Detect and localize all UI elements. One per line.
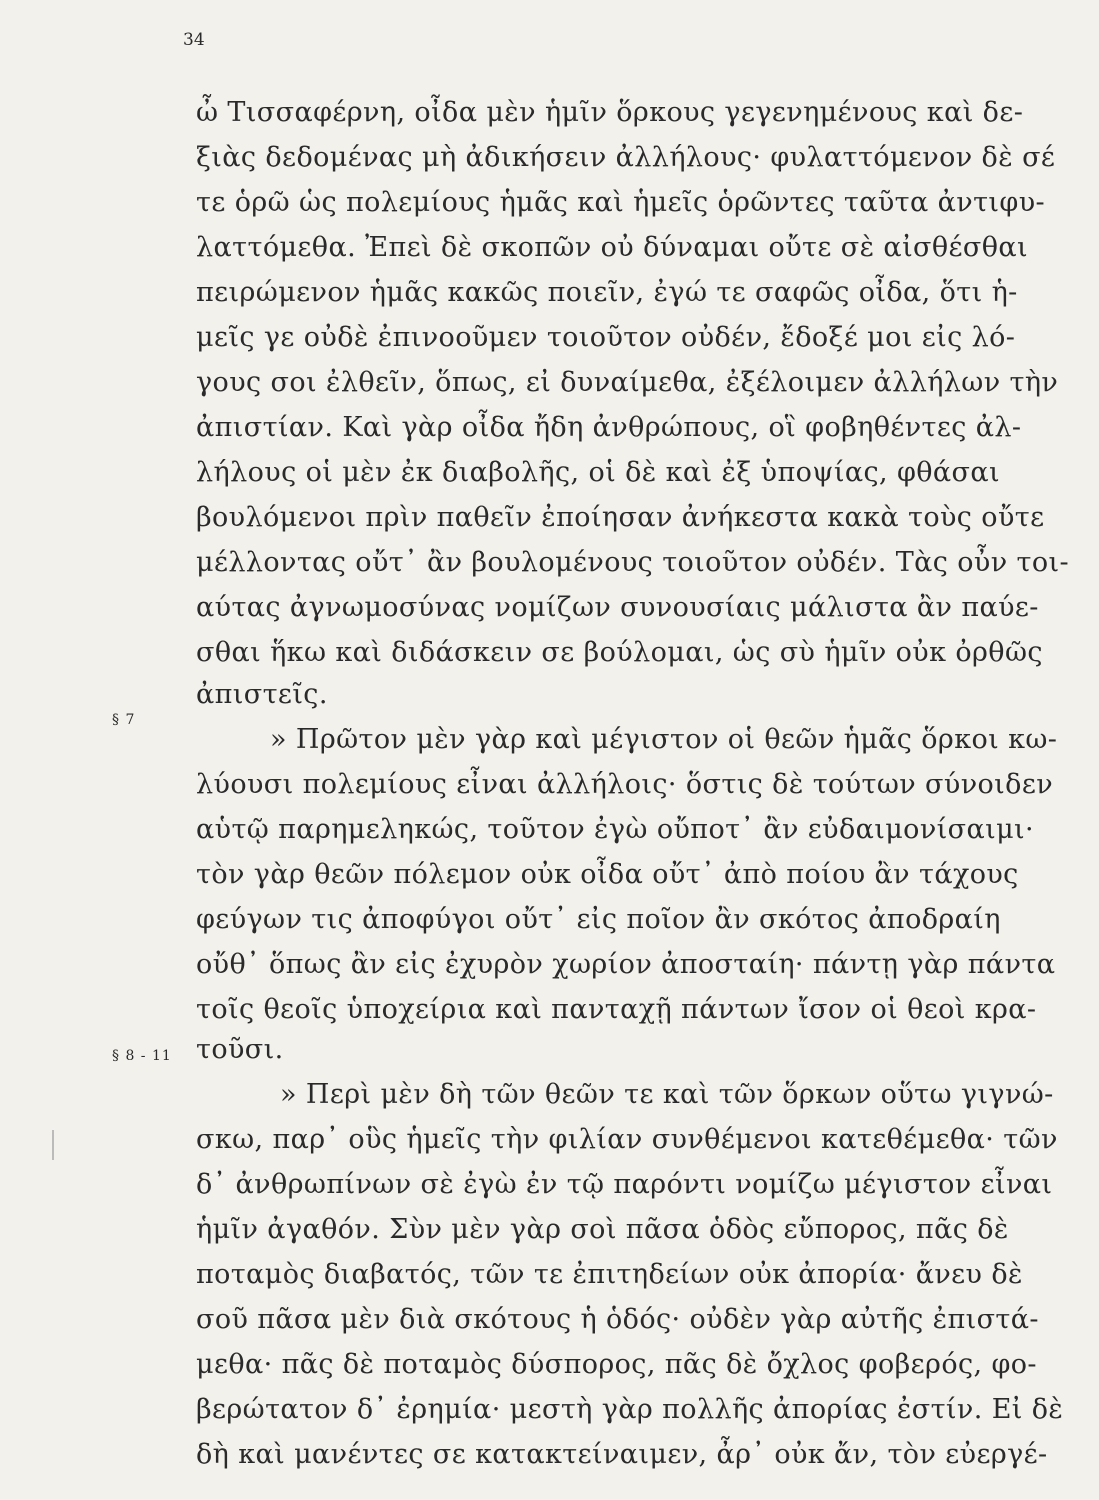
text-line: τὸν γὰρ θεῶν πόλεμον οὐκ οἶδα οὔτ᾽ ἀπὸ ποίου ἂν τάχους	[196, 859, 1019, 890]
text-line: γους σοι ἐλθεῖν, ὅπως, εἰ δυναίμεθα, ἐξέλοιμεν ἀλλήλων τὴν	[196, 367, 1059, 398]
text-line: λύουσι πολεμίους εἶναι ἀλλήλοις· ὅστις δὲ τούτων σύνοιδεν	[196, 769, 1054, 800]
text-line: φεύγων τις ἀποφύγοι οὔτ᾽ εἰς ποῖον ἂν σκότος ἀποδραίη	[196, 904, 1001, 935]
text-line: σθαι ἥκω καὶ διδάσκειν σε βούλομαι, ὡς σὺ ἡμῖν οὐκ ὀρθῶς	[196, 637, 1043, 668]
text-line: ἀπιστίαν. Καὶ γὰρ οἶδα ἤδη ἀνθρώπους, οἳ φοβηθέντες ἀλ-	[196, 412, 1022, 443]
page-number: 34	[183, 30, 205, 50]
text-line: δὴ καὶ μανέντες σε κατακτείναιμεν, ἆρ᾽ οὐκ ἄν, τὸν εὐεργέ-	[196, 1439, 1048, 1470]
text-line: λαττόμεθα. Ἐπεὶ δὲ σκοπῶν οὐ δύναμαι οὔτε σὲ αἰσθέσθαι	[196, 232, 1029, 263]
text-line: τοῖς θεοῖς ὑποχείρια καὶ πανταχῇ πάντων ἴσον οἱ θεοὶ κρα-	[196, 994, 1037, 1025]
text-line: οὔθ᾽ ὅπως ἂν εἰς ἐχυρὸν χωρίον ἀποσταίη· πάντῃ γὰρ πάντα	[196, 949, 1056, 980]
text-line: τοῦσι.	[196, 1034, 284, 1065]
margin-section-label: § 8 - 11	[112, 1048, 172, 1064]
text-line: τε ὁρῶ ὡς πολεμίους ἡμᾶς καὶ ἡμεῖς ὁρῶντες ταῦτα ἀντιφυ-	[196, 187, 1046, 218]
margin-section-label: § 7	[112, 712, 136, 728]
text-line: δ᾽ ἀνθρωπίνων σὲ ἐγὼ ἐν τῷ παρόντι νομίζω μέγιστον εἶναι	[196, 1169, 1053, 1200]
text-line: σκω, παρ᾽ οὓς ἡμεῖς τὴν φιλίαν συνθέμενοι κατεθέμεθα· τῶν	[196, 1124, 1058, 1155]
text-line: μεθα· πᾶς δὲ ποταμὸς δύσπορος, πᾶς δὲ ὄχλος φοβερός, φο-	[196, 1349, 1037, 1380]
text-line: ποταμὸς διαβατός, τῶν τε ἐπιτηδείων οὐκ ἀπορία· ἄνευ δὲ	[196, 1259, 1023, 1290]
text-line: βουλόμενοι πρὶν παθεῖν ἐποίησαν ἀνήκεστα κακὰ τοὺς οὔτε	[196, 502, 1045, 533]
text-line: σοῦ πᾶσα μὲν διὰ σκότους ἡ ὁδός· οὐδὲν γὰρ αὐτῆς ἐπιστά-	[196, 1304, 1039, 1335]
text-line: βερώτατον δ᾽ ἐρημία· μεστὴ γὰρ πολλῆς ἀπορίας ἐστίν. Εἰ δὲ	[196, 1394, 1064, 1425]
text-line: πειρώμενον ἡμᾶς κακῶς ποιεῖν, ἐγώ τε σαφῶς οἶδα, ὅτι ἡ-	[196, 277, 1018, 308]
text-line: » Πρῶτον μὲν γὰρ καὶ μέγιστον οἱ θεῶν ἡμᾶς ὅρκοι κω-	[270, 724, 1058, 755]
text-line: ἡμῖν ἀγαθόν. Σὺν μὲν γὰρ σοὶ πᾶσα ὁδὸς εὔπορος, πᾶς δὲ	[196, 1214, 1009, 1245]
text-line: ξιὰς δεδομένας μὴ ἀδικήσειν ἀλλήλους· φυλαττόμενον δὲ σέ	[196, 142, 1056, 173]
text-line: μέλλοντας οὔτ᾽ ἂν βουλομένους τοιοῦτον οὐδέν. Τὰς οὖν τοι-	[196, 547, 1070, 578]
text-line: ἀπιστεῖς.	[196, 679, 328, 710]
text-line: αὑτῷ παρημεληκώς, τοῦτον ἐγὼ οὔποτ᾽ ἂν εὐδαιμονίσαιμι·	[196, 814, 1034, 845]
text-line: λήλους οἱ μὲν ἐκ διαβολῆς, οἱ δὲ καὶ ἐξ ὑποψίας, φθάσαι	[196, 457, 1000, 488]
text-line: μεῖς γε οὐδὲ ἐπινοοῦμεν τοιοῦτον οὐδέν, ἔδοξέ μοι εἰς λό-	[196, 322, 1016, 353]
text-line: αύτας ἀγνωμοσύνας νομίζων συνουσίαις μάλιστα ἂν παύε-	[196, 592, 1039, 623]
text-line: » Περὶ μὲν δὴ τῶν θεῶν τε καὶ τῶν ὅρκων οὕτω γιγνώ-	[280, 1079, 1054, 1110]
text-line: ὦ Τισσαφέρνη, οἶδα μὲν ἡμῖν ὅρκους γεγενημένους καὶ δε-	[196, 97, 1024, 128]
margin-mark	[52, 1130, 54, 1160]
